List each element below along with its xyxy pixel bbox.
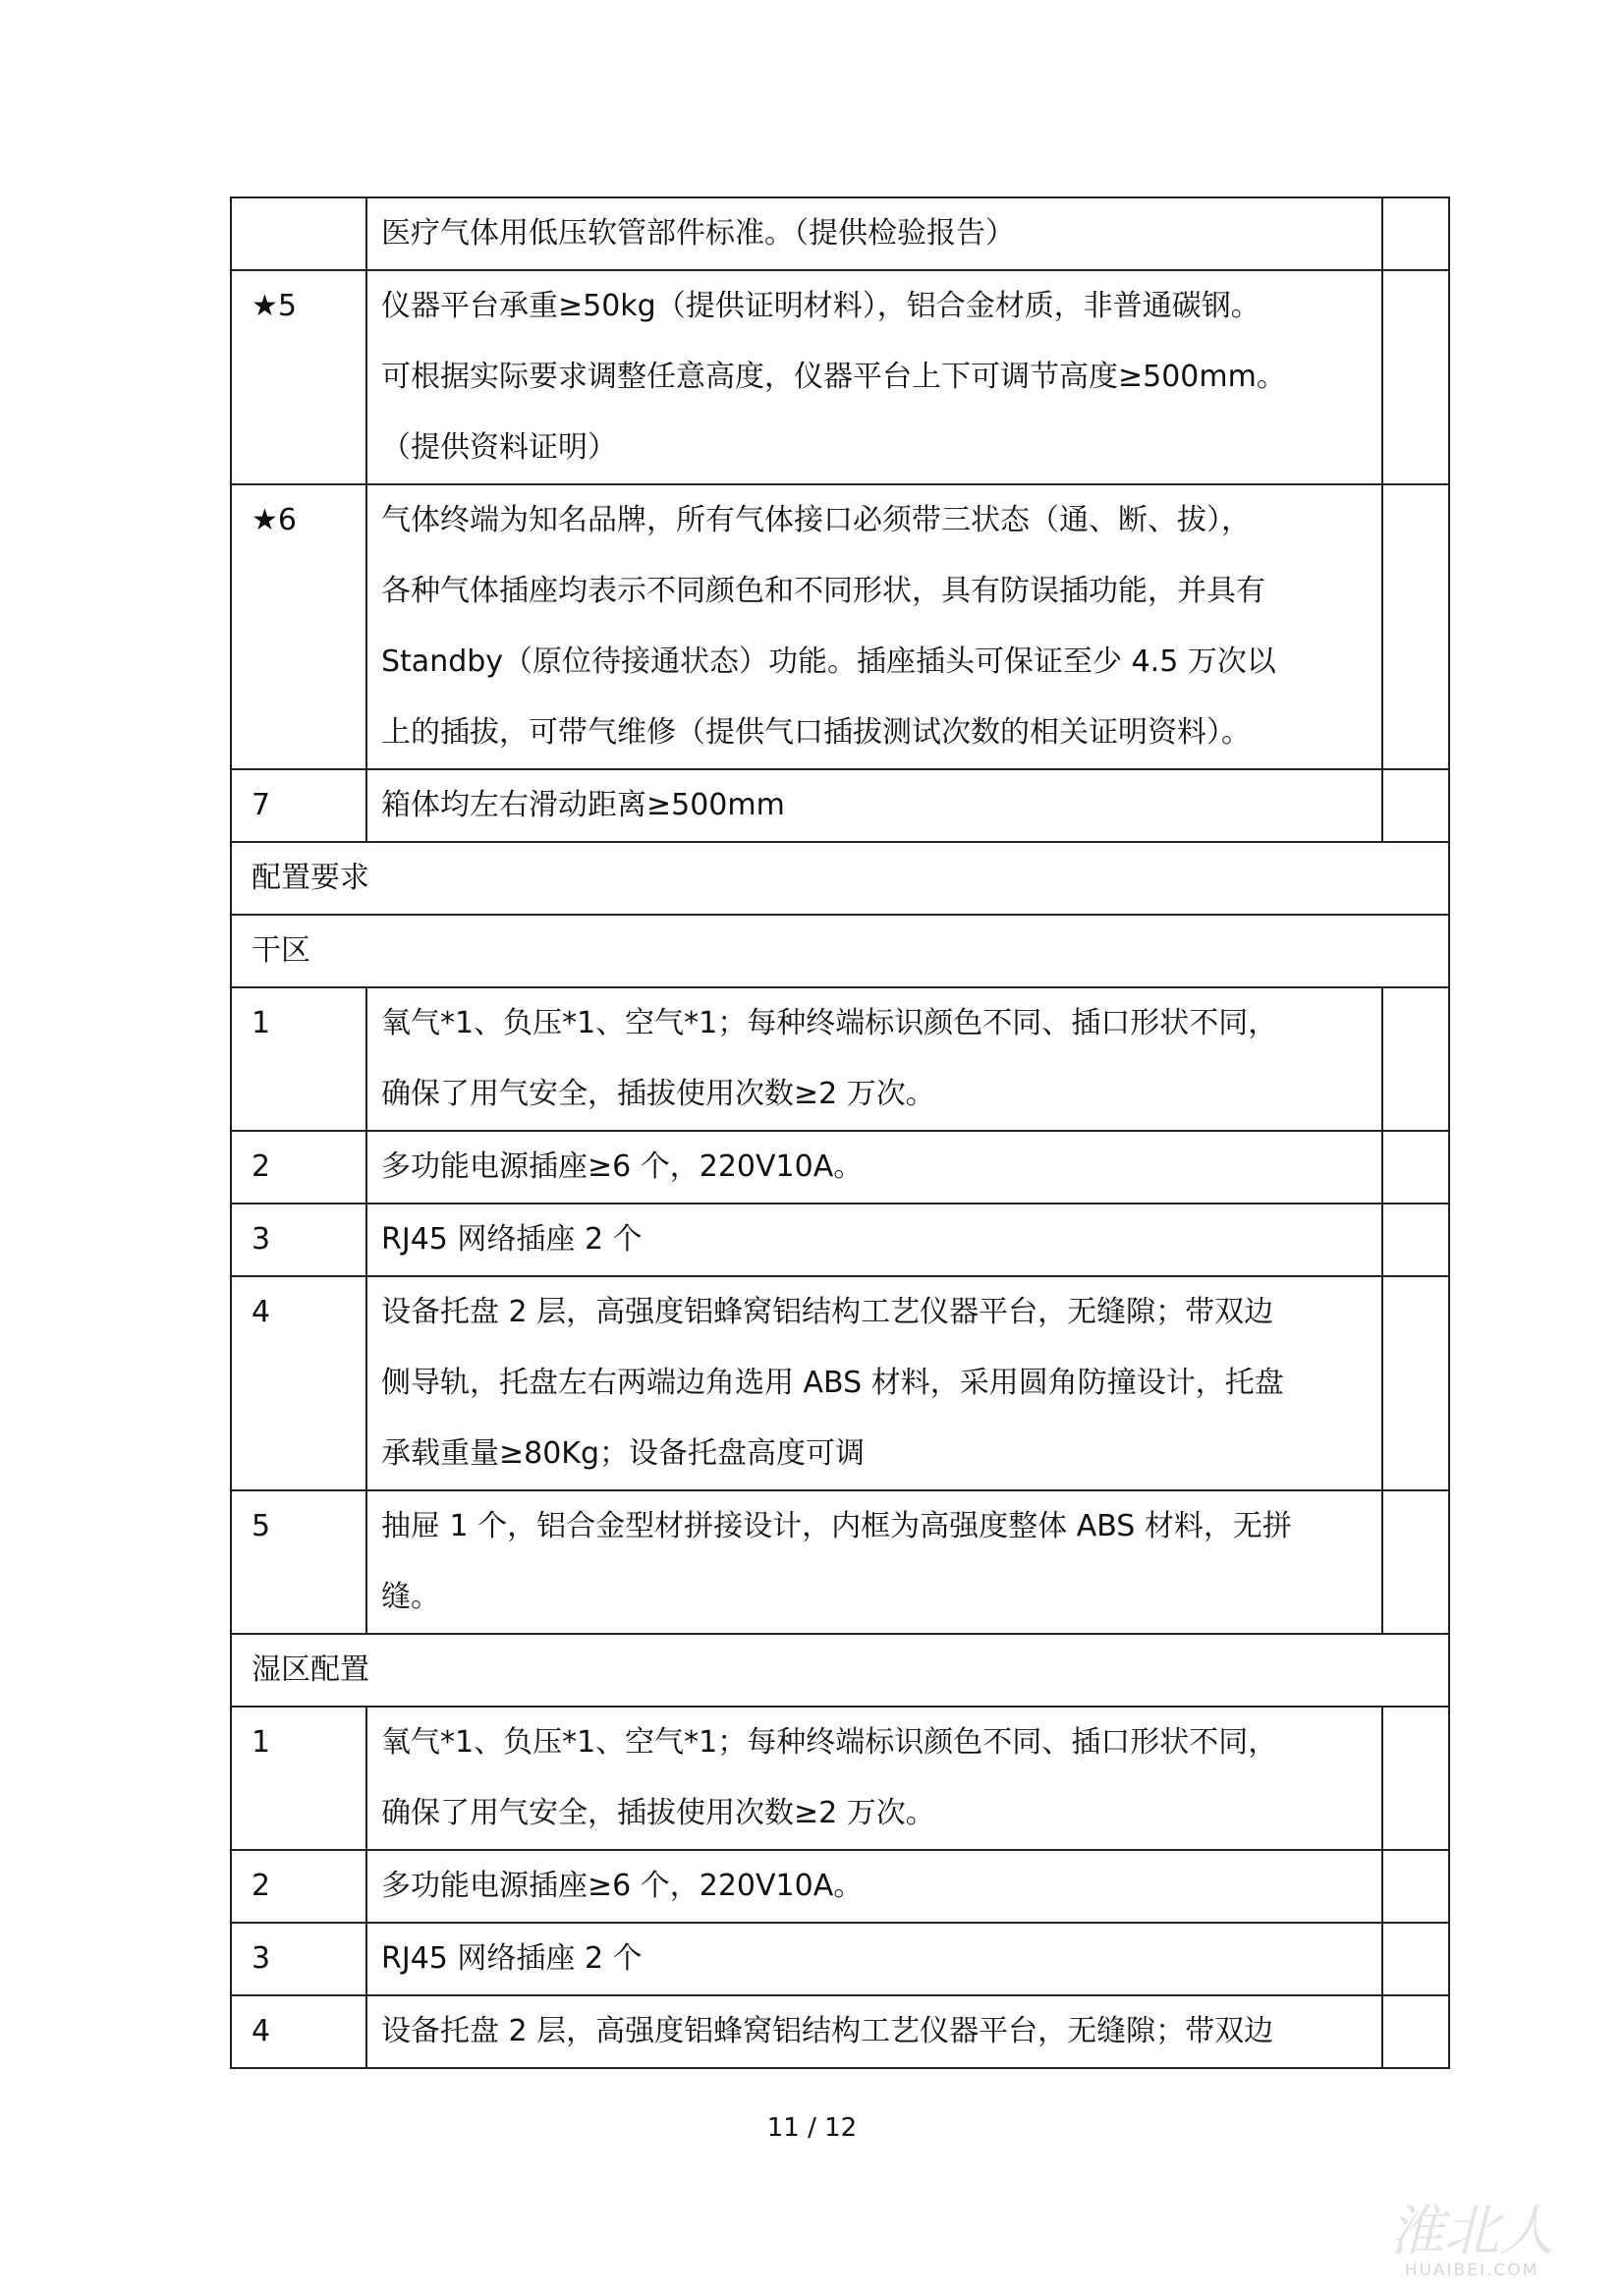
item-description xyxy=(366,1276,1382,1490)
item-description xyxy=(366,1995,1382,2068)
item-number: 4 xyxy=(231,1276,366,1490)
item-extra xyxy=(1382,197,1449,270)
table-row xyxy=(231,1995,1449,2068)
item-number: ★5 xyxy=(231,270,366,484)
section-row xyxy=(231,1634,1449,1707)
table-row xyxy=(231,1707,1449,1850)
item-extra xyxy=(1382,1850,1449,1923)
item-description xyxy=(366,1923,1382,1995)
description-line: 气体终端为知名品牌，所有气体接口必须带三状态（通、断、拔）， xyxy=(381,503,1251,537)
table-row xyxy=(231,270,1449,484)
table-row xyxy=(231,1923,1449,1995)
spec-table-body xyxy=(231,197,1449,2068)
item-number: 4 xyxy=(231,1995,366,2068)
item-description xyxy=(366,1850,1382,1923)
item-extra xyxy=(1382,1204,1449,1276)
description-line: 各种气体插座均表示不同颜色和不同形状，具有防误插功能，并具有 xyxy=(381,574,1265,608)
item-description xyxy=(366,987,1382,1131)
description-line: 承载重量≥80Kg；设备托盘高度可调 xyxy=(381,1436,866,1471)
item-number xyxy=(231,197,366,270)
section-row xyxy=(231,915,1449,987)
item-extra xyxy=(1382,1490,1449,1634)
table-row xyxy=(231,1131,1449,1204)
table-row xyxy=(231,197,1449,270)
description-line: 多功能电源插座≥6 个，220V10A。 xyxy=(381,1149,864,1184)
description-line: 抽屉 1 个，铝合金型材拼接设计，内框为高强度整体 ABS 材料，无拼 xyxy=(381,1509,1292,1543)
item-extra xyxy=(1382,1995,1449,2068)
table-row xyxy=(231,1490,1449,1634)
page-number: 11 / 12 xyxy=(766,2113,858,2143)
table-row xyxy=(231,987,1449,1131)
watermark-logo xyxy=(1359,2200,1585,2282)
item-number: 7 xyxy=(231,769,366,842)
description-line: 确保了用气安全，插拔使用次数≥2 万次。 xyxy=(381,1077,935,1111)
table-row xyxy=(231,769,1449,842)
item-number: 1 xyxy=(231,1707,366,1850)
table-row xyxy=(231,1204,1449,1276)
item-extra xyxy=(1382,1131,1449,1204)
description-line: 可根据实际要求调整任意高度，仪器平台上下可调节高度≥500mm。 xyxy=(381,360,1286,394)
description-line: 箱体均左右滑动距离≥500mm xyxy=(381,788,785,822)
item-number: ★6 xyxy=(231,484,366,769)
item-extra xyxy=(1382,769,1449,842)
table-row xyxy=(231,1850,1449,1923)
item-description xyxy=(366,197,1382,270)
item-description xyxy=(366,769,1382,842)
table-row xyxy=(231,484,1449,769)
section-heading-dry: 干区 xyxy=(231,915,1449,987)
description-line: RJ45 网络插座 2 个 xyxy=(381,1222,643,1257)
item-number: 2 xyxy=(231,1850,366,1923)
description-line: 仪器平台承重≥50kg（提供证明材料），铝合金材质，非普通碳钢。 xyxy=(381,289,1260,323)
item-number: 3 xyxy=(231,1923,366,1995)
item-description xyxy=(366,484,1382,769)
description-line: 上的插拔，可带气维修（提供气口插拔测试次数的相关证明资料）。 xyxy=(381,715,1251,750)
item-description xyxy=(366,1131,1382,1204)
description-line: Standby（原位待接通状态）功能。插座插头可保证至少 4.5 万次以 xyxy=(381,644,1276,679)
item-extra xyxy=(1382,1707,1449,1850)
section-heading-wet: 湿区配置 xyxy=(231,1634,1449,1707)
section-row xyxy=(231,842,1449,915)
description-line: 侧导轨，托盘左右两端边角选用 ABS 材料，采用圆角防撞设计，托盘 xyxy=(381,1366,1284,1400)
description-line: 医疗气体用低压软管部件标准。（提供检验报告） xyxy=(381,216,1015,251)
section-heading-config: 配置要求 xyxy=(231,842,1449,915)
description-line: RJ45 网络插座 2 个 xyxy=(381,1941,643,1976)
description-line: 多功能电源插座≥6 个，220V10A。 xyxy=(381,1869,864,1903)
item-number: 5 xyxy=(231,1490,366,1634)
item-number: 3 xyxy=(231,1204,366,1276)
item-extra xyxy=(1382,270,1449,484)
item-number: 2 xyxy=(231,1131,366,1204)
description-line: 氧气*1、负压*1、空气*1；每种终端标识颜色不同、插口形状不同， xyxy=(381,1006,1278,1040)
description-line: 设备托盘 2 层，高强度铝蜂窝铝结构工艺仪器平台，无缝隙；带双边 xyxy=(381,2014,1274,2048)
item-description xyxy=(366,1490,1382,1634)
description-line: （提供资料证明） xyxy=(381,430,617,465)
description-line: 设备托盘 2 层，高强度铝蜂窝铝结构工艺仪器平台，无缝隙；带双边 xyxy=(381,1295,1274,1329)
item-extra xyxy=(1382,484,1449,769)
description-line: 确保了用气安全，插拔使用次数≥2 万次。 xyxy=(381,1796,935,1830)
table-row xyxy=(231,1276,1449,1490)
description-line: 缝。 xyxy=(381,1580,440,1614)
spec-table xyxy=(230,196,1450,2069)
item-description xyxy=(366,1707,1382,1850)
item-extra xyxy=(1382,1276,1449,1490)
item-extra xyxy=(1382,1923,1449,1995)
watermark-mark: 淮北人 xyxy=(1389,2200,1554,2264)
item-description xyxy=(366,1204,1382,1276)
item-extra xyxy=(1382,987,1449,1131)
watermark-text: HUAIBEI.COM xyxy=(1404,2261,1540,2280)
item-description xyxy=(366,270,1382,484)
description-line: 氧气*1、负压*1、空气*1；每种终端标识颜色不同、插口形状不同， xyxy=(381,1725,1278,1760)
item-number: 1 xyxy=(231,987,366,1131)
